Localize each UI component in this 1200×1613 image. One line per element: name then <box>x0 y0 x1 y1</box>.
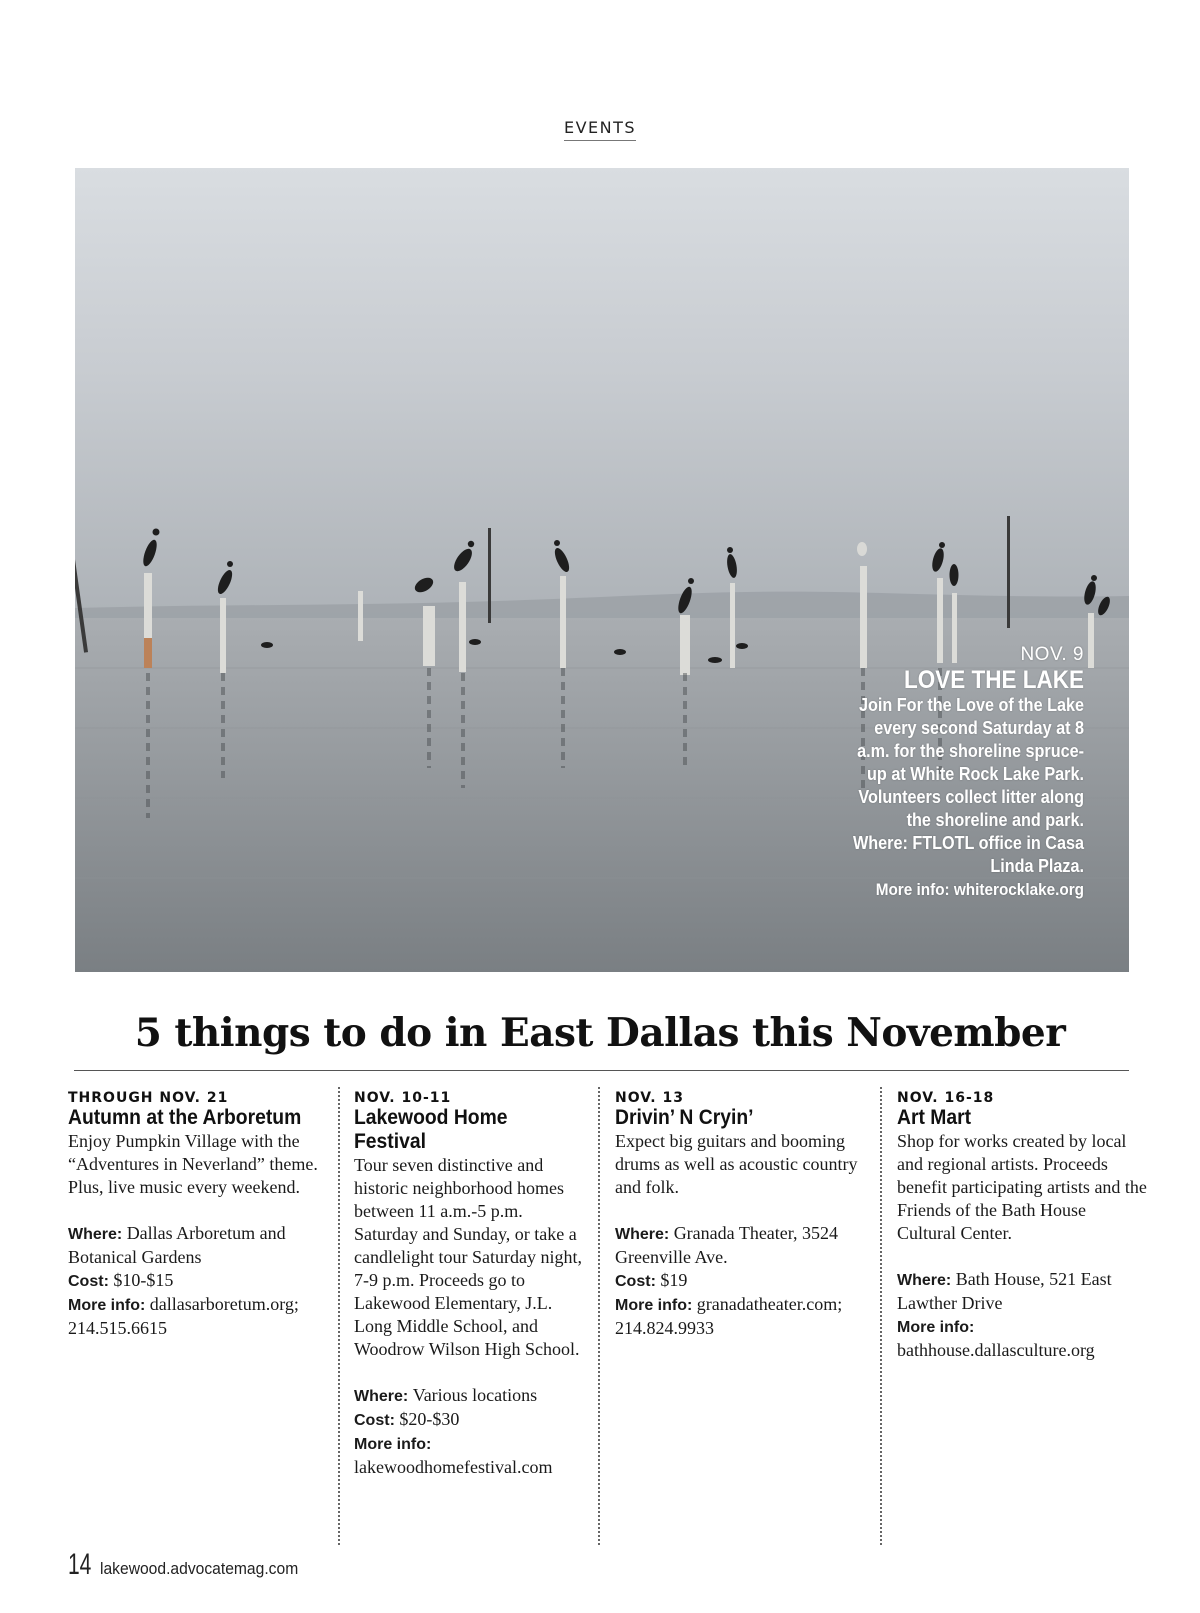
event-title: Autumn at the Arboretum <box>68 1106 302 1129</box>
event-column-art-mart <box>897 1090 1147 1362</box>
event-date: THROUGH NOV. 21 <box>68 1090 229 1106</box>
event-column-arboretum <box>68 1090 330 1340</box>
feature-more-info: More info: whiterocklake.org <box>875 880 1084 899</box>
column-divider <box>598 1087 600 1545</box>
feature-title: LOVE THE LAKE <box>903 666 1084 694</box>
section-label-text: EVENTS <box>564 118 636 141</box>
more-info-label: More info <box>897 1319 969 1336</box>
event-title: Drivin’ N Cryin’ <box>615 1106 754 1129</box>
column-divider <box>338 1087 340 1545</box>
where-label: Where <box>68 1226 117 1243</box>
feature-caption <box>824 644 1084 901</box>
event-description: Tour seven distinctive and historic neighborhood homes between 11 a.m.-5 p.m. Saturday and Sunday, or take a candlelight tour Saturday night, 7-9 p.m. Proceeds go to Lakewood Elementary, J.L. Long Middle School, and Woodrow Wilson High School. <box>354 1155 582 1359</box>
cost-label: Cost <box>615 1273 651 1290</box>
event-cost: $19 <box>660 1270 688 1290</box>
event-more-info[interactable]: dallasarboretum.org; 214.515.6615 <box>68 1294 299 1338</box>
event-description: Enjoy Pumpkin Village with the “Adventures in Neverland” theme. Plus, live music every weekend. <box>68 1131 318 1197</box>
event-more-info[interactable]: lakewoodhomefestival.com <box>354 1457 553 1477</box>
page-headline: 5 things to do in East Dallas this November <box>134 1010 1066 1056</box>
event-details: Where: Bath House, 521 East Lawther Drive More info: bathhouse.dallasculture.org <box>897 1269 1112 1360</box>
event-more-info[interactable]: granadatheater.com; 214.824.9933 <box>615 1294 843 1338</box>
where-label: Where <box>615 1226 664 1243</box>
cost-label: Cost <box>354 1412 390 1429</box>
feature-photo <box>75 168 1129 972</box>
event-description: Expect big guitars and booming drums as well as acoustic country and folk. <box>615 1131 858 1197</box>
event-where: Bath House, 521 East Lawther Drive <box>897 1269 1112 1313</box>
where-label: Where <box>354 1388 403 1405</box>
feature-date: NOV. 9 <box>1020 644 1084 665</box>
event-column-home-festival <box>354 1090 590 1479</box>
event-date: NOV. 13 <box>615 1090 684 1106</box>
cost-label: Cost <box>68 1273 104 1290</box>
page-footer <box>68 1548 315 1582</box>
column-divider <box>880 1087 882 1545</box>
event-details: Where: Dallas Arboretum and Botanical Gardens Cost: $10-$15 More info: dallasarboretum.org; 214.515.6615 <box>68 1223 299 1338</box>
event-date: NOV. 16-18 <box>897 1090 995 1106</box>
event-description: Shop for works created by local and regional artists. Proceeds benefit participating artists and the Friends of the Bath House Cultural Center. <box>897 1131 1147 1243</box>
feature-body: Join For the Love of the Lake every second Saturday at 8 a.m. for the shoreline spruce-up at White Rock Lake Park. Volunteers collect litter along the shoreline and park. Where: FTLOTL office in Casa Linda Plaza. <box>852 695 1084 876</box>
headline-rule <box>74 1070 1129 1071</box>
event-where: Granada Theater, 3524 Greenville Ave. <box>615 1223 839 1267</box>
more-info-label: More info <box>68 1297 140 1314</box>
event-details: Where: Granada Theater, 3524 Greenville Ave. Cost: $19 More info: granadatheater.com; 214.824.9933 <box>615 1223 843 1338</box>
event-title: Art Mart <box>897 1106 972 1129</box>
more-info-label: More info <box>615 1297 687 1314</box>
site-url[interactable]: lakewood.advocatemag.com <box>99 1559 299 1578</box>
where-label: Where <box>897 1272 946 1289</box>
page-number: 14 <box>68 1548 92 1581</box>
event-title: Lakewood Home Festival <box>354 1106 508 1153</box>
event-date: NOV. 10-11 <box>354 1090 452 1106</box>
event-more-info[interactable]: bathhouse.dallasculture.org <box>897 1340 1095 1360</box>
more-info-label: More info <box>354 1436 426 1453</box>
event-where: Dallas Arboretum and Botanical Gardens <box>68 1223 286 1267</box>
event-details: Where: Various locations Cost: $20-$30 More info: lakewoodhomefestival.com <box>354 1385 553 1477</box>
event-column-drivin-n-cryin <box>615 1090 877 1340</box>
event-cost: $20-$30 <box>399 1409 460 1429</box>
event-cost: $10-$15 <box>113 1270 174 1290</box>
event-where: Various locations <box>412 1385 538 1405</box>
section-label <box>0 118 1200 141</box>
